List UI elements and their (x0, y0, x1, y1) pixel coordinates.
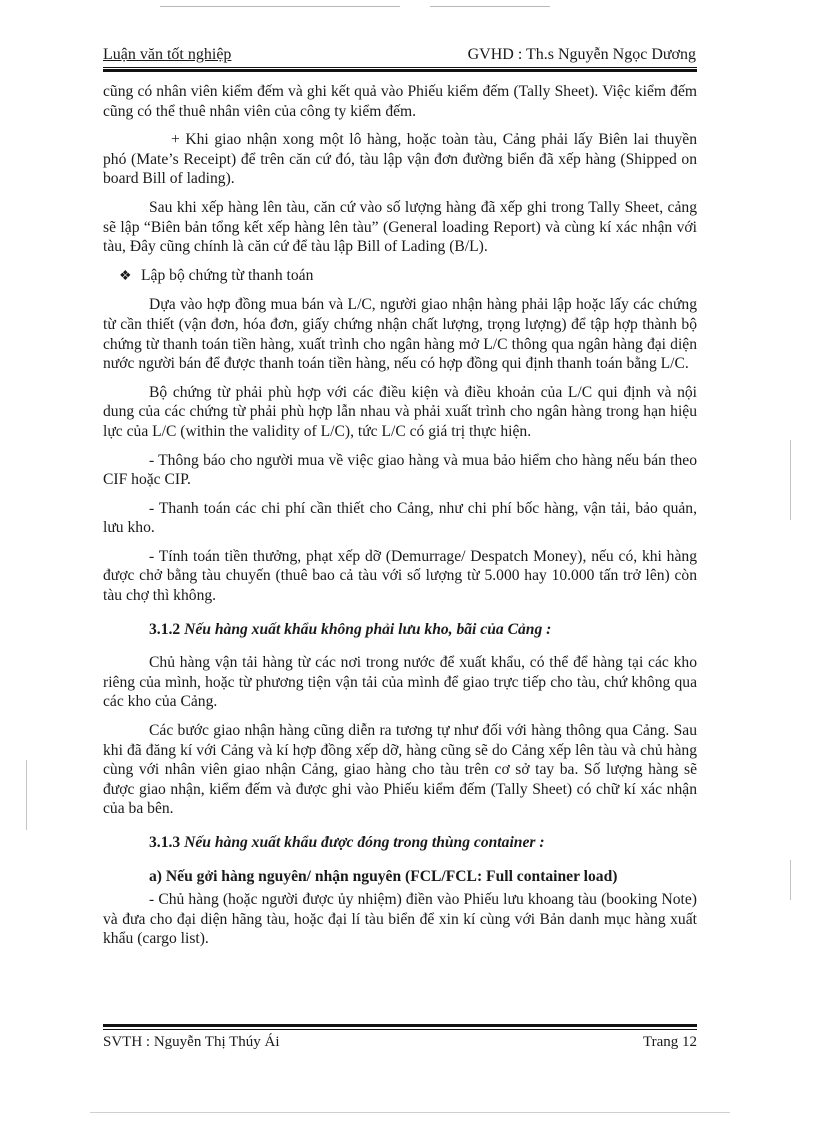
paragraph: Các bước giao nhận hàng cũng diễn ra tương tự như đối với hàng thông qua Cảng. Sau khi đã đăng kí với Cảng và kí hợp đồng xếp dỡ, hàng cũng sẽ do Cảng xếp lên tàu và chủ hàng cùng với nhân viên giao nhận Cảng, giao hàng cho tàu trên cơ sở tay ba. Số lượng hàng sẽ được giao nhận, kiểm đếm và được ghi vào Phiếu kiểm đếm (Tally Sheet) có chữ kí xác nhận của ba bên. (103, 722, 697, 818)
scan-artifact-top-right (430, 6, 550, 7)
page-number: Trang 12 (642, 1034, 697, 1050)
section-heading (103, 833, 697, 853)
paragraph: + Khi giao nhận xong một lô hàng, hoặc toàn tàu, Cảng phải lấy Biên lai thuyền phó (Mate’s Receipt) để trên căn cứ đó, tàu lập vận đơn đường biển đã xếp hàng (Shipped on board Bill of lading). (103, 131, 697, 188)
section-number: 3.1.2 (149, 620, 181, 638)
section-title: Nếu hàng xuất khẩu không phải lưu kho, bãi của Cảng : (184, 620, 552, 638)
scan-artifact-bottom (90, 1112, 730, 1113)
section-title: Nếu hàng xuất khẩu được đóng trong thùng container : (184, 834, 545, 851)
paragraph: Dựa vào hợp đồng mua bán và L/C, người giao nhận hàng phải lập hoặc lấy các chứng từ cần thiết (vận đơn, hóa đơn, giấy chứng nhận chất lượng, trọng lượng) để tập hợp thành bộ chứng từ thanh toán tiền hàng, xuất trình cho ngân hàng mở L/C thông qua ngân hàng đại diện nước người bán để được thanh toán tiền hàng, nếu có hợp đồng qui định thanh toán bằng L/C. (103, 296, 697, 373)
bullet-text: Lập bộ chứng từ thanh toán (141, 266, 314, 284)
footer-rule-thick (103, 1024, 697, 1027)
paragraph: Sau khi xếp hàng lên tàu, căn cứ vào số lượng hàng đã xếp ghi trong Tally Sheet, cảng sẽ lập “Biên bản tổng kết xếp hàng lên tàu” (General loading Report) và cùng kí xác nhận với tàu, Đây cũng chính là căn cứ để tàu lập Bill of Lading (B/L). (103, 198, 697, 256)
diamond-bullet-icon: ❖ (119, 268, 132, 284)
scan-artifact-right (790, 440, 791, 520)
paragraph: - Thông báo cho người mua về việc giao hàng và mua bảo hiểm cho hàng nếu bán theo CIF hoặc CIP. (103, 451, 697, 489)
header-rule-thin (103, 67, 697, 68)
paragraph: Bộ chứng từ phải phù hợp với các điều kiện và điều khoản của L/C qui định và nội dung của các chứng từ phải phù hợp lẫn nhau và phải xuất trình cho ngân hàng trong hạn hiệu lực của L/C (within the validity of L/C), tức L/C có giá trị thực hiện. (103, 383, 697, 440)
scan-artifact-right-lower (790, 860, 791, 900)
section-number: 3.1.3 (149, 834, 181, 851)
paragraph: cũng có nhân viên kiểm đếm và ghi kết quả vào Phiếu kiểm đếm (Tally Sheet). Việc kiểm đếm cũng có thể thuê nhân viên của công ty kiểm đếm. (103, 83, 697, 120)
footer-student: SVTH : Nguyễn Thị Thúy Ái (103, 1034, 280, 1050)
bullet-item (103, 266, 697, 287)
header-rule-thick (103, 69, 697, 72)
scan-artifact-top (160, 6, 400, 7)
subsection-heading: a) Nếu gởi hàng nguyên/ nhận nguyên (FCL/FCL: Full container load) (149, 867, 618, 885)
section-heading (103, 620, 697, 640)
paragraph: - Tính toán tiền thưởng, phạt xếp dỡ (Demurrage/ Despatch Money), nếu có, khi hàng được chở bằng tàu chuyến (thuê bao cả tàu với số lượng từ 5.000 hay 10.000 tấn trở lên) còn tàu chợ thì không. (103, 547, 697, 605)
paragraph: Chủ hàng vận tải hàng từ các nơi trong nước để xuất khẩu, có thể để hàng tại các kho riêng của mình, hoặc từ phương tiện vận tải của mình để giao trực tiếp cho tàu, chứ không qua các kho của Cảng. (103, 654, 697, 711)
paragraph: - Thanh toán các chi phí cần thiết cho Cảng, như chi phí bốc hàng, vận tải, bảo quản, lưu kho. (103, 499, 697, 537)
page-header (103, 46, 696, 68)
scan-artifact-left (26, 760, 27, 830)
footer-rule-thin (103, 1029, 697, 1030)
page-body (103, 82, 697, 958)
paragraph: - Chủ hàng (hoặc người được ủy nhiệm) điền vào Phiếu lưu khoang tàu (booking Note) và đưa cho đại diện hãng tàu, hoặc đại lí tàu biển để xin kí cùng với Bản danh mục hàng xuất khẩu (cargo list). (103, 891, 697, 948)
header-advisor: GVHD : Th.s Nguyễn Ngọc Dương (467, 46, 696, 63)
header-thesis-label: Luận văn tốt nghiệp (103, 46, 232, 63)
